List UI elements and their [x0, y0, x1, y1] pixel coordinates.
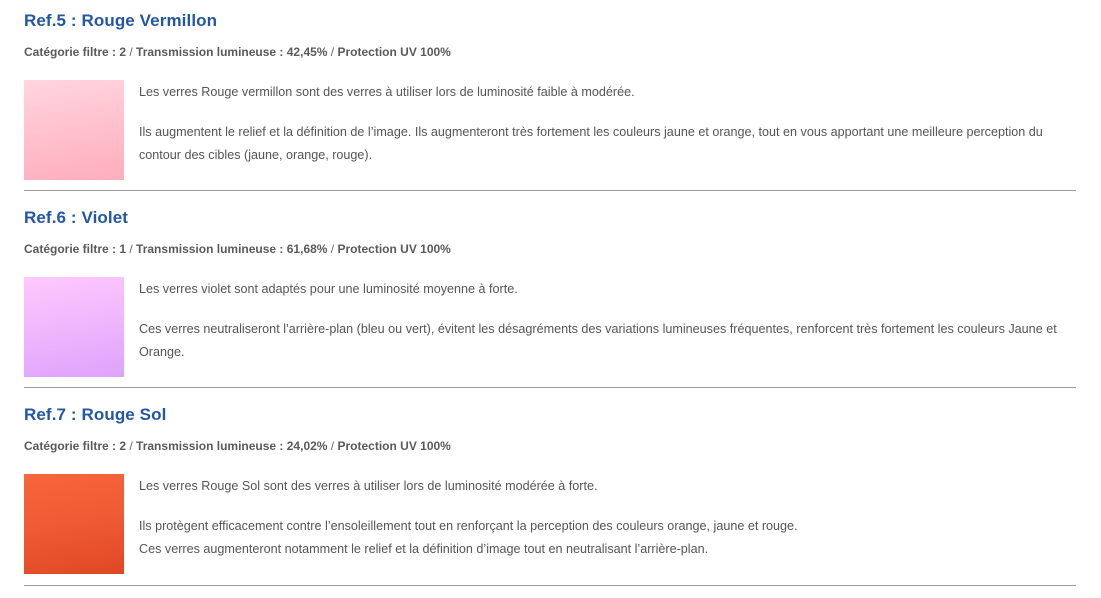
divider	[24, 387, 1076, 388]
separator: /	[327, 439, 338, 453]
lens-description	[139, 475, 1084, 561]
description-paragraph: Les verres Rouge vermillon sont des verres à utiliser lors de luminosité faible à modérée.	[139, 85, 635, 99]
separator: /	[126, 242, 137, 256]
description-paragraph: Ces verres neutraliseront l’arrière-plan (bleu ou vert), évitent les désagréments des variations lumineuses fréquentes, renforcent très fortement les couleurs Jaune et Orange.	[139, 322, 1057, 359]
light-transmission: Transmission lumineuse : 42,45%	[136, 45, 328, 59]
separator: /	[126, 439, 137, 453]
description-paragraph: Les verres Rouge Sol sont des verres à utiliser lors de luminosité modérée à forte.	[139, 479, 598, 493]
lens-specs	[24, 439, 451, 453]
light-transmission: Transmission lumineuse : 24,02%	[136, 439, 328, 453]
filter-category: Catégorie filtre : 1	[24, 242, 127, 256]
color-swatch-violet	[24, 277, 124, 377]
uv-protection: Protection UV 100%	[337, 45, 451, 59]
uv-protection: Protection UV 100%	[337, 439, 451, 453]
description-paragraph: Ils protègent efficacement contre l’ensoleillement tout en renforçant la perception des couleurs orange, jaune et rouge.	[139, 519, 798, 533]
separator: /	[327, 242, 338, 256]
lens-specs	[24, 242, 451, 256]
separator: /	[327, 45, 338, 59]
divider	[24, 190, 1076, 191]
color-swatch-rouge-vermillon	[24, 80, 124, 180]
lens-description	[139, 278, 1084, 364]
filter-category: Catégorie filtre : 2	[24, 45, 127, 59]
description-paragraph: Ces verres augmenteront notamment le relief et la définition d’image tout en neutralisant l’arrière-plan.	[139, 542, 709, 556]
lens-title: Ref.6 : Violet	[24, 208, 129, 227]
divider	[24, 585, 1076, 586]
color-swatch-rouge-sol	[24, 474, 124, 574]
separator: /	[126, 45, 137, 59]
lens-title: Ref.5 : Rouge Vermillon	[24, 11, 218, 30]
lens-title: Ref.7 : Rouge Sol	[24, 405, 167, 424]
lens-description	[139, 81, 1084, 167]
lens-specs	[24, 45, 451, 59]
description-paragraph: Ils augmentent le relief et la définition de l’image. Ils augmenteront très fortement les couleurs jaune et orange, tout en vous apportant une meilleure perception du contour des cibles (jaune, orange, rouge).	[139, 125, 1043, 162]
uv-protection: Protection UV 100%	[337, 242, 451, 256]
description-paragraph: Les verres violet sont adaptés pour une luminosité moyenne à forte.	[139, 282, 518, 296]
light-transmission: Transmission lumineuse : 61,68%	[136, 242, 328, 256]
filter-category: Catégorie filtre : 2	[24, 439, 127, 453]
